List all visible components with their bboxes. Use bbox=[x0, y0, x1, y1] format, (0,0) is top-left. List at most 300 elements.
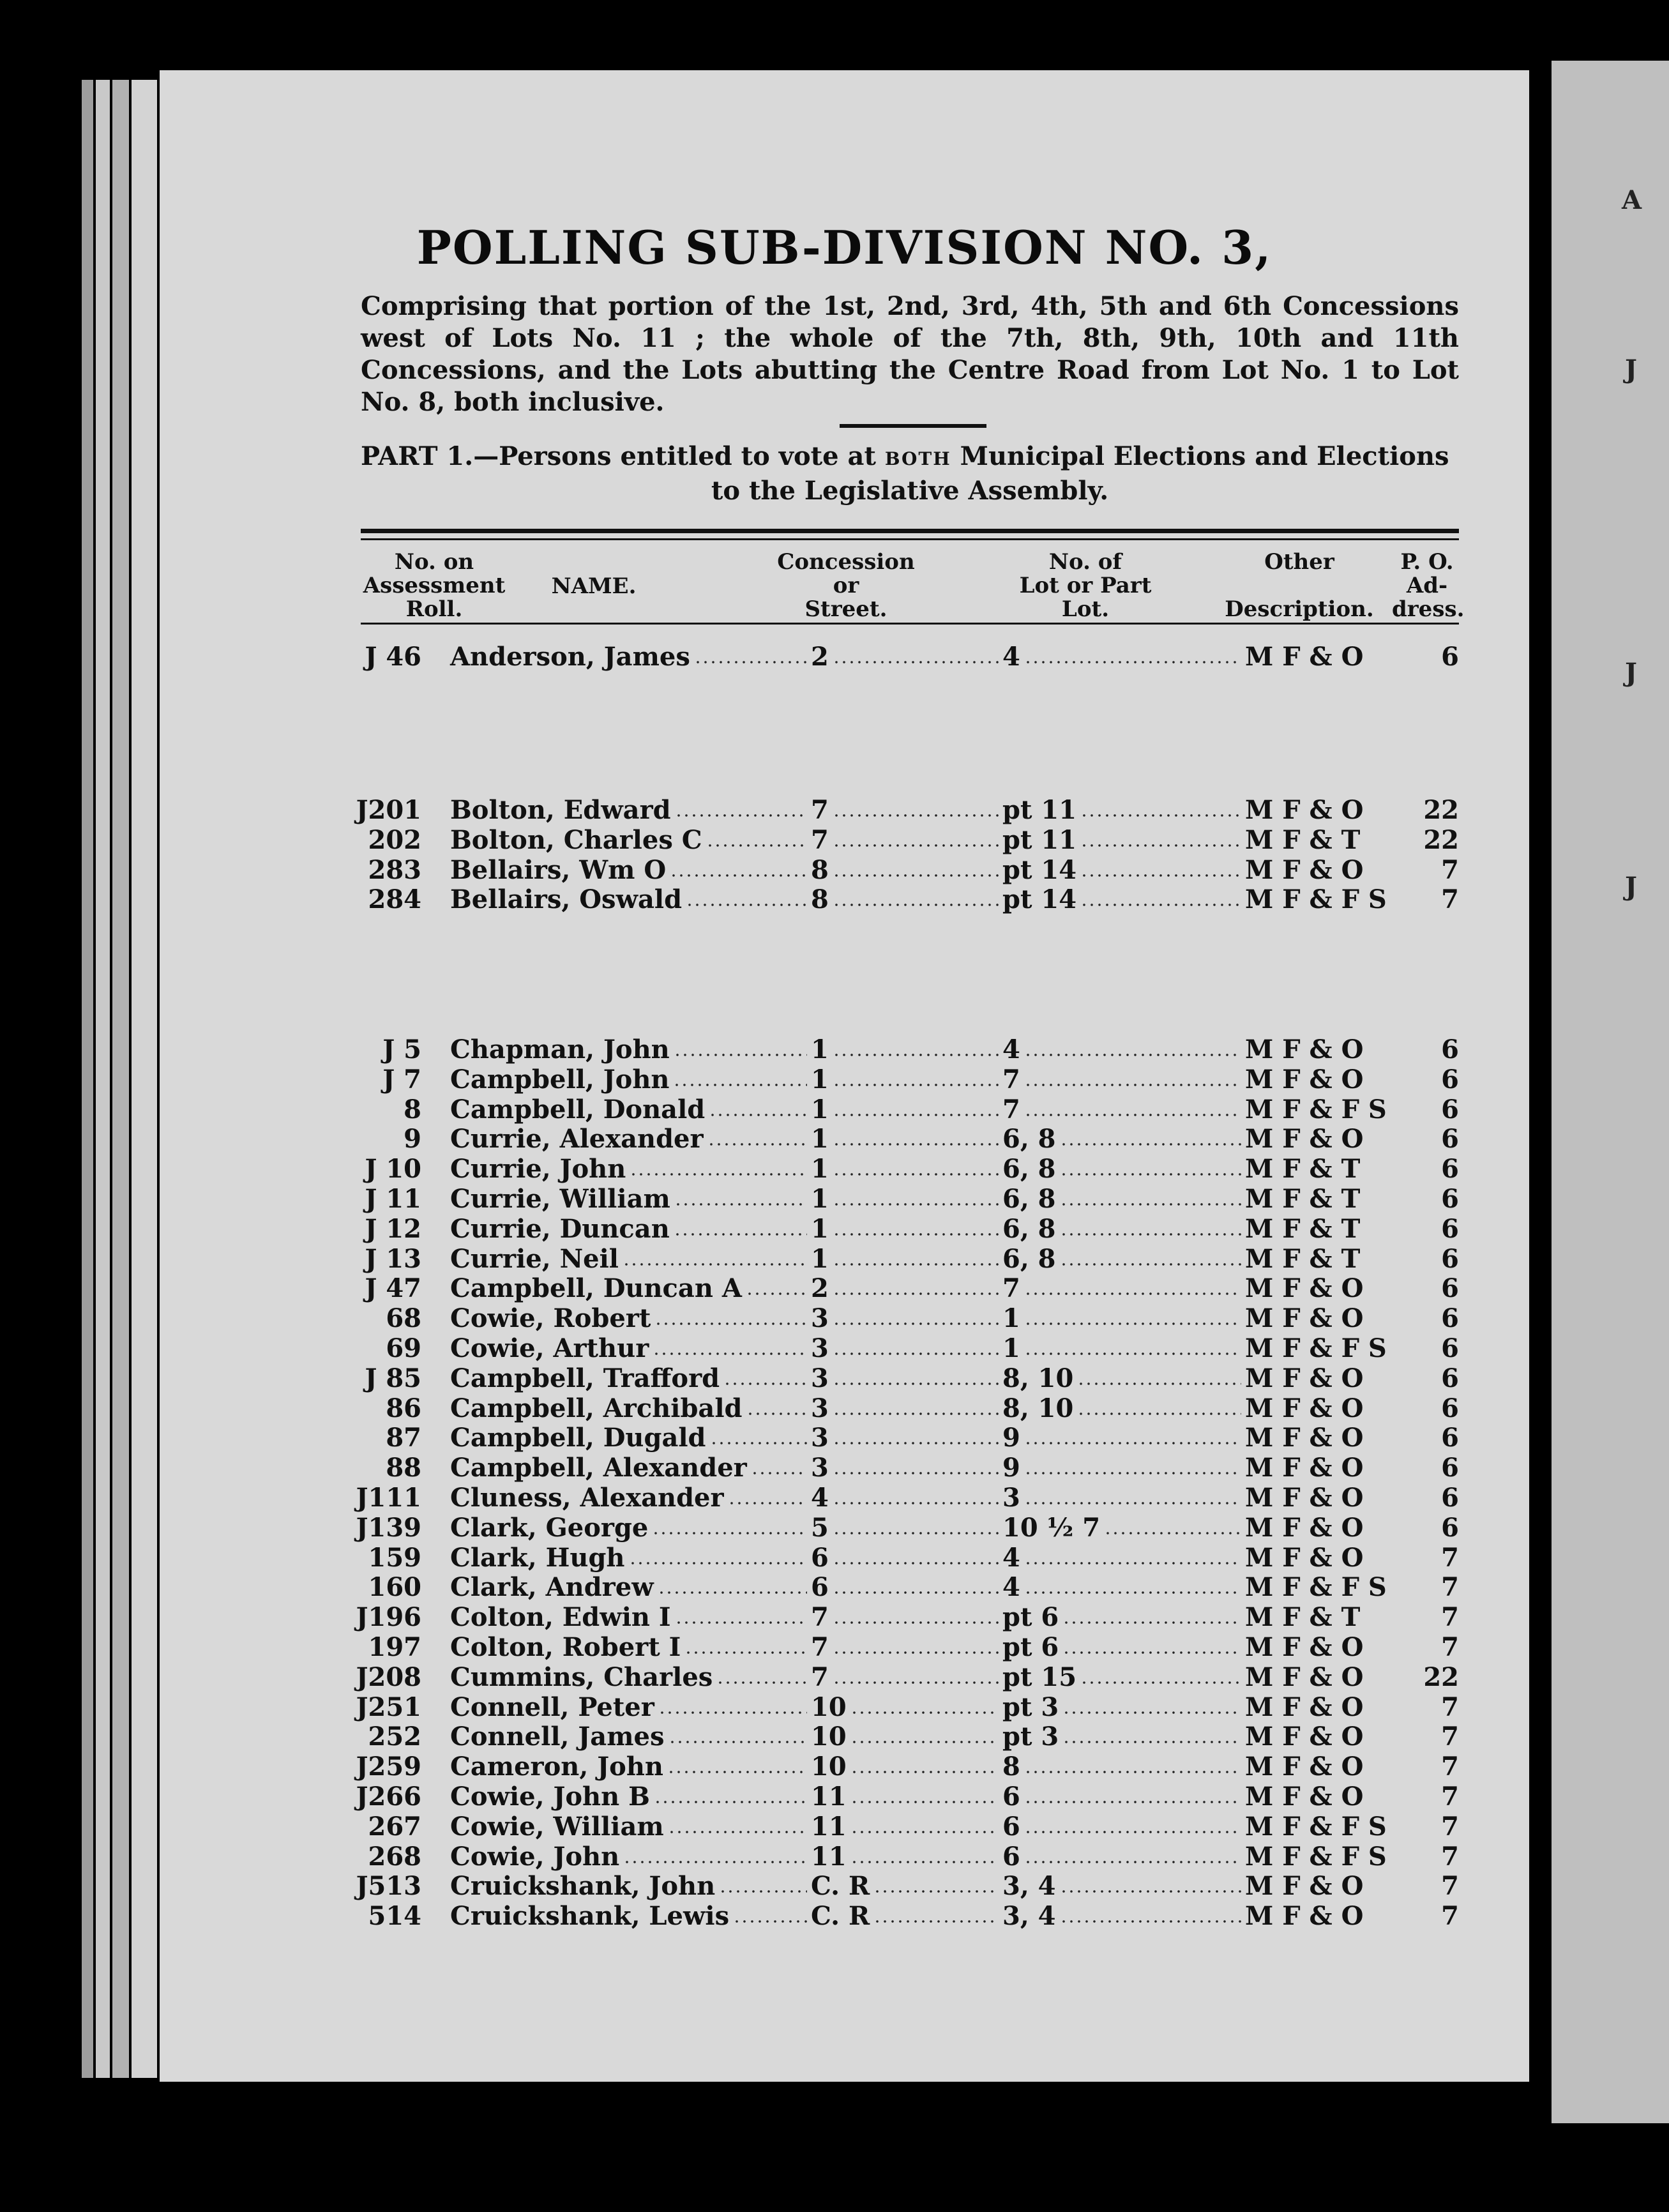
lot-number: 9 bbox=[1002, 1453, 1020, 1483]
roll-number: J 12 bbox=[365, 1213, 421, 1244]
list-item bbox=[0, 1901, 1669, 1932]
voter-name: Cowie, John bbox=[450, 1841, 620, 1872]
list-item bbox=[0, 1632, 1669, 1663]
dot-leader bbox=[709, 1114, 807, 1116]
concession: 6 bbox=[811, 1542, 829, 1573]
po-address: 7 bbox=[1441, 854, 1459, 885]
dot-leader bbox=[833, 1562, 999, 1564]
dot-leader bbox=[1024, 1114, 1241, 1116]
dot-leader bbox=[675, 814, 807, 817]
page-title: POLLING SUB-DIVISION NO. 3, bbox=[416, 220, 1273, 275]
header-concession: Concession or Street. bbox=[777, 549, 915, 622]
roll-number: 8 bbox=[404, 1094, 421, 1125]
lot-number: pt 11 bbox=[1002, 824, 1077, 855]
roll-number: 268 bbox=[368, 1841, 421, 1872]
dot-leader bbox=[746, 1413, 807, 1415]
concession: 1 bbox=[811, 1213, 829, 1244]
roll-number: J 46 bbox=[365, 642, 421, 672]
other-description: M F & T bbox=[1245, 1213, 1361, 1244]
dot-leader bbox=[833, 1322, 999, 1325]
concession: 7 bbox=[811, 795, 829, 825]
list-item bbox=[0, 1423, 1669, 1453]
list-item bbox=[0, 1812, 1669, 1842]
dot-leader bbox=[1060, 1233, 1241, 1236]
dot-leader bbox=[833, 844, 999, 847]
dot-leader bbox=[1024, 1352, 1241, 1355]
concession: 7 bbox=[811, 1662, 829, 1692]
subdivision-description: Comprising that portion of the 1st, 2nd, 3rd, 4th, 5th and 6th Concessions west of Lots No. 11 ; the whole of the 7th, 8th, 9th, 10th and 11th Concessions, and the Lots abutting the Centre Road from Lot No. 1 to Lot No. 8, both inclusive. bbox=[361, 291, 1459, 417]
po-address: 7 bbox=[1441, 1632, 1459, 1662]
other-description: M F & O bbox=[1245, 1512, 1364, 1543]
voter-name: Campbell, John bbox=[450, 1064, 670, 1095]
list-item bbox=[0, 1513, 1669, 1543]
list-item bbox=[0, 1064, 1669, 1095]
part-line2: to the Legislative Assembly. bbox=[711, 476, 1109, 506]
list-item bbox=[0, 1214, 1669, 1245]
other-description: M F & F S bbox=[1245, 1094, 1387, 1125]
dot-leader bbox=[1080, 1681, 1241, 1684]
list-item bbox=[0, 1453, 1669, 1483]
voter-name: Chapman, John bbox=[450, 1034, 670, 1064]
po-address: 6 bbox=[1441, 1034, 1459, 1064]
concession: 6 bbox=[811, 1572, 829, 1603]
po-address: 22 bbox=[1423, 824, 1459, 855]
voter-name: Connell, James bbox=[450, 1722, 665, 1752]
lot-number: 6 bbox=[1002, 1782, 1020, 1812]
other-description: M F & O bbox=[1245, 795, 1364, 825]
dot-leader bbox=[716, 1681, 807, 1684]
concession: 11 bbox=[811, 1811, 847, 1842]
dot-leader bbox=[707, 1143, 807, 1146]
roll-number: J 47 bbox=[365, 1273, 421, 1304]
po-address: 22 bbox=[1423, 1662, 1459, 1692]
dot-leader bbox=[833, 1233, 999, 1236]
table-top-rule-thin bbox=[361, 538, 1459, 540]
voter-name: Cowie, Arthur bbox=[450, 1333, 649, 1363]
dot-leader bbox=[1024, 1322, 1241, 1325]
voter-name: Cluness, Alexander bbox=[450, 1483, 724, 1513]
roll-number: J 85 bbox=[365, 1363, 421, 1393]
voter-name: Bolton, Charles C bbox=[450, 824, 702, 855]
dot-leader bbox=[850, 1861, 999, 1863]
dot-leader bbox=[1077, 1382, 1241, 1385]
dot-leader bbox=[623, 1263, 807, 1266]
lot-number: 1 bbox=[1002, 1333, 1020, 1363]
dot-leader bbox=[670, 874, 807, 877]
list-item bbox=[0, 1184, 1669, 1215]
roll-number: J111 bbox=[356, 1483, 421, 1513]
dot-leader bbox=[833, 1263, 999, 1266]
roll-number: J139 bbox=[356, 1512, 421, 1543]
concession: 4 bbox=[811, 1483, 829, 1513]
dot-leader bbox=[623, 1861, 807, 1863]
dot-leader bbox=[873, 1890, 999, 1893]
voter-name: Campbell, Duncan A bbox=[450, 1273, 742, 1304]
voter-name: Cruickshank, John bbox=[450, 1871, 716, 1902]
other-description: M F & T bbox=[1245, 1602, 1361, 1633]
dot-leader bbox=[1060, 1203, 1241, 1206]
po-address: 7 bbox=[1441, 1572, 1459, 1603]
dot-leader bbox=[629, 1562, 807, 1564]
dot-leader bbox=[833, 874, 999, 877]
concession: 1 bbox=[811, 1094, 829, 1125]
dot-leader bbox=[833, 1292, 999, 1295]
list-item bbox=[0, 642, 1669, 672]
concession: 7 bbox=[811, 824, 829, 855]
list-item bbox=[0, 1483, 1669, 1513]
po-address: 7 bbox=[1441, 1602, 1459, 1633]
concession: 3 bbox=[811, 1423, 829, 1453]
other-description: M F & O bbox=[1245, 1692, 1364, 1722]
other-description: M F & F S bbox=[1245, 1841, 1387, 1872]
roll-number: 9 bbox=[404, 1124, 421, 1155]
lot-number: 6, 8 bbox=[1002, 1184, 1056, 1214]
dot-leader bbox=[1060, 1173, 1241, 1176]
dot-leader bbox=[686, 904, 807, 906]
roll-number: 514 bbox=[368, 1901, 421, 1932]
dot-leader bbox=[675, 1621, 807, 1624]
dot-leader bbox=[1024, 1472, 1241, 1474]
roll-number: J513 bbox=[356, 1871, 421, 1902]
roll-number: 87 bbox=[386, 1423, 421, 1453]
lot-number: pt 3 bbox=[1002, 1722, 1059, 1752]
voter-name: Campbell, Donald bbox=[450, 1094, 706, 1125]
dot-leader bbox=[674, 1233, 807, 1236]
dot-leader bbox=[1024, 1084, 1241, 1086]
list-item bbox=[0, 1871, 1669, 1902]
dot-leader bbox=[674, 1203, 807, 1206]
voter-name: Clark, Hugh bbox=[450, 1542, 625, 1573]
voter-name: Cameron, John bbox=[450, 1752, 663, 1782]
lot-number: 8, 10 bbox=[1002, 1363, 1074, 1393]
list-item bbox=[0, 1034, 1669, 1065]
other-description: M F & O bbox=[1245, 1393, 1364, 1423]
list-item bbox=[0, 1303, 1669, 1334]
concession: 1 bbox=[811, 1124, 829, 1155]
po-address: 7 bbox=[1441, 1692, 1459, 1722]
other-description: M F & O bbox=[1245, 1423, 1364, 1453]
header-po-address: P. O. Ad- dress. bbox=[1392, 549, 1465, 622]
dot-leader bbox=[746, 1292, 807, 1295]
dot-leader bbox=[1024, 1292, 1241, 1295]
roll-number: J196 bbox=[356, 1602, 421, 1633]
list-item bbox=[0, 1782, 1669, 1812]
concession: 11 bbox=[811, 1782, 847, 1812]
concession: 3 bbox=[811, 1393, 829, 1423]
other-description: M F & O bbox=[1245, 1273, 1364, 1304]
lot-number: 8, 10 bbox=[1002, 1393, 1074, 1423]
roll-number: 202 bbox=[368, 824, 421, 855]
other-description: M F & O bbox=[1245, 1453, 1364, 1483]
voter-name: Currie, Alexander bbox=[450, 1124, 704, 1155]
lot-number: pt 14 bbox=[1002, 884, 1077, 915]
dot-leader bbox=[652, 1532, 807, 1534]
concession: 7 bbox=[811, 1602, 829, 1633]
dot-leader bbox=[1024, 1591, 1241, 1594]
dot-leader bbox=[1080, 844, 1241, 847]
list-item bbox=[0, 1662, 1669, 1693]
dot-leader bbox=[1024, 1442, 1241, 1444]
header-no-on-roll: No. on Assessment Roll. bbox=[363, 549, 506, 622]
roll-number: J201 bbox=[356, 795, 421, 825]
dot-leader bbox=[833, 1203, 999, 1206]
part-rest: Municipal Elections and Elections bbox=[960, 441, 1449, 471]
voter-name: Clark, Andrew bbox=[450, 1572, 654, 1603]
dot-leader bbox=[833, 1681, 999, 1684]
voter-name: Campbell, Trafford bbox=[450, 1363, 720, 1393]
other-description: M F & O bbox=[1245, 1632, 1364, 1662]
concession: 3 bbox=[811, 1453, 829, 1483]
po-address: 6 bbox=[1441, 1064, 1459, 1095]
dot-leader bbox=[833, 1502, 999, 1504]
dot-leader bbox=[833, 1382, 999, 1385]
list-item bbox=[0, 1752, 1669, 1782]
voter-name: Cummins, Charles bbox=[450, 1662, 713, 1692]
voter-name: Currie, John bbox=[450, 1154, 626, 1185]
voter-name: Campbell, Alexander bbox=[450, 1453, 747, 1483]
roll-number: 267 bbox=[368, 1811, 421, 1842]
voter-name: Clark, George bbox=[450, 1512, 649, 1543]
list-item bbox=[0, 1244, 1669, 1275]
dot-leader bbox=[653, 1352, 807, 1355]
voter-name: Cowie, William bbox=[450, 1811, 664, 1842]
dot-leader bbox=[833, 1472, 999, 1474]
dot-leader bbox=[668, 1741, 807, 1743]
dot-leader bbox=[873, 1920, 999, 1923]
dot-leader bbox=[850, 1831, 999, 1833]
concession: 3 bbox=[811, 1333, 829, 1363]
roll-number: J 13 bbox=[365, 1243, 421, 1274]
dot-leader bbox=[1062, 1651, 1241, 1654]
dot-leader bbox=[1062, 1621, 1241, 1624]
concession: 2 bbox=[811, 642, 829, 672]
roll-number: 283 bbox=[368, 854, 421, 885]
lot-number: 3 bbox=[1002, 1483, 1020, 1513]
list-item bbox=[0, 1154, 1669, 1185]
lot-number: 6, 8 bbox=[1002, 1213, 1056, 1244]
dot-leader bbox=[1024, 1054, 1241, 1056]
concession: 10 bbox=[811, 1722, 847, 1752]
header-other-description: Other Description. bbox=[1225, 549, 1374, 622]
po-address: 6 bbox=[1441, 1273, 1459, 1304]
dot-leader bbox=[1104, 1532, 1241, 1534]
concession: 3 bbox=[811, 1363, 829, 1393]
dot-leader bbox=[850, 1741, 999, 1743]
dot-leader bbox=[850, 1801, 999, 1803]
dot-leader bbox=[833, 904, 999, 906]
dot-leader bbox=[673, 1084, 807, 1086]
lot-number: 4 bbox=[1002, 1542, 1020, 1573]
po-address: 6 bbox=[1441, 1243, 1459, 1274]
list-item bbox=[0, 1543, 1669, 1573]
dot-leader bbox=[1077, 1413, 1241, 1415]
dot-leader bbox=[1024, 1801, 1241, 1803]
header-bottom-rule bbox=[361, 623, 1459, 625]
lot-number: 7 bbox=[1002, 1273, 1020, 1304]
dot-leader bbox=[654, 1801, 807, 1803]
po-address: 6 bbox=[1441, 1483, 1459, 1513]
roll-number: 197 bbox=[368, 1632, 421, 1662]
divider bbox=[840, 424, 986, 428]
lot-number: pt 6 bbox=[1002, 1602, 1059, 1633]
concession: C. R bbox=[811, 1901, 870, 1932]
other-description: M F & F S bbox=[1245, 884, 1387, 915]
lot-number: 6 bbox=[1002, 1841, 1020, 1872]
part-smallcaps: BOTH bbox=[884, 448, 951, 469]
dot-leader bbox=[1080, 814, 1241, 817]
lot-number: 7 bbox=[1002, 1064, 1020, 1095]
roll-number: J208 bbox=[356, 1662, 421, 1692]
voter-name: Bellairs, Oswald bbox=[450, 884, 683, 915]
list-item bbox=[0, 1602, 1669, 1633]
other-description: M F & O bbox=[1245, 1124, 1364, 1155]
dot-leader bbox=[833, 1114, 999, 1116]
dot-leader bbox=[710, 1442, 807, 1444]
lot-number: 8 bbox=[1002, 1752, 1020, 1782]
lot-number: 6 bbox=[1002, 1811, 1020, 1842]
other-description: M F & F S bbox=[1245, 1811, 1387, 1842]
list-item bbox=[0, 1692, 1669, 1723]
roll-number: 68 bbox=[386, 1303, 421, 1334]
roll-number: 284 bbox=[368, 884, 421, 915]
lot-number: 3, 4 bbox=[1002, 1871, 1056, 1902]
dot-leader bbox=[630, 1173, 807, 1176]
po-address: 6 bbox=[1441, 1184, 1459, 1214]
dot-leader bbox=[719, 1890, 807, 1893]
header-name: NAME. bbox=[551, 573, 637, 599]
po-address: 22 bbox=[1423, 795, 1459, 825]
dot-leader bbox=[1062, 1711, 1241, 1714]
po-address: 6 bbox=[1441, 642, 1459, 672]
dot-leader bbox=[1060, 1920, 1241, 1923]
dot-leader bbox=[667, 1771, 807, 1773]
lot-number: pt 11 bbox=[1002, 795, 1077, 825]
dot-leader bbox=[1080, 904, 1241, 906]
other-description: M F & O bbox=[1245, 1034, 1364, 1064]
voter-name: Bellairs, Wm O bbox=[450, 854, 667, 885]
dot-leader bbox=[733, 1920, 807, 1923]
po-address: 6 bbox=[1441, 1393, 1459, 1423]
list-item bbox=[0, 1333, 1669, 1364]
other-description: M F & T bbox=[1245, 1243, 1361, 1274]
concession: 10 bbox=[811, 1752, 847, 1782]
roll-number: 159 bbox=[368, 1542, 421, 1573]
dot-leader bbox=[833, 1352, 999, 1355]
po-address: 7 bbox=[1441, 884, 1459, 915]
dot-leader bbox=[1060, 1263, 1241, 1266]
list-item bbox=[0, 855, 1669, 886]
other-description: M F & F S bbox=[1245, 1333, 1387, 1363]
other-description: M F & T bbox=[1245, 1184, 1361, 1214]
dot-leader bbox=[658, 1591, 807, 1594]
other-description: M F & O bbox=[1245, 854, 1364, 885]
po-address: 6 bbox=[1441, 1303, 1459, 1334]
dot-leader bbox=[833, 814, 999, 817]
other-description: M F & O bbox=[1245, 1871, 1364, 1902]
po-address: 6 bbox=[1441, 1333, 1459, 1363]
roll-number: J 11 bbox=[365, 1184, 421, 1214]
part-heading bbox=[361, 441, 1459, 507]
lot-number: 6, 8 bbox=[1002, 1154, 1056, 1185]
dot-leader bbox=[833, 661, 999, 663]
dot-leader bbox=[694, 661, 807, 663]
dot-leader bbox=[833, 1054, 999, 1056]
concession: C. R bbox=[811, 1871, 870, 1902]
po-address: 7 bbox=[1441, 1841, 1459, 1872]
roll-number: J259 bbox=[356, 1752, 421, 1782]
other-description: M F & F S bbox=[1245, 1572, 1387, 1603]
po-address: 6 bbox=[1441, 1124, 1459, 1155]
dot-leader bbox=[674, 1054, 807, 1056]
list-item bbox=[0, 1842, 1669, 1872]
lot-number: 7 bbox=[1002, 1094, 1020, 1125]
other-description: M F & O bbox=[1245, 1542, 1364, 1573]
lot-number: 4 bbox=[1002, 1034, 1020, 1064]
other-description: M F & O bbox=[1245, 1901, 1364, 1932]
po-address: 6 bbox=[1441, 1453, 1459, 1483]
other-description: M F & T bbox=[1245, 824, 1361, 855]
po-address: 7 bbox=[1441, 1871, 1459, 1902]
other-description: M F & O bbox=[1245, 1363, 1364, 1393]
dot-leader bbox=[833, 1173, 999, 1176]
dot-leader bbox=[850, 1711, 999, 1714]
po-address: 6 bbox=[1441, 1423, 1459, 1453]
roll-number: 252 bbox=[368, 1722, 421, 1752]
dot-leader bbox=[1024, 1562, 1241, 1564]
lot-number: pt 6 bbox=[1002, 1632, 1059, 1662]
lot-number: 6, 8 bbox=[1002, 1243, 1056, 1274]
lot-number: 1 bbox=[1002, 1303, 1020, 1334]
lot-number: pt 3 bbox=[1002, 1692, 1059, 1722]
po-address: 7 bbox=[1441, 1542, 1459, 1573]
dot-leader bbox=[706, 844, 807, 847]
list-item bbox=[0, 1393, 1669, 1424]
voter-name: Colton, Robert I bbox=[450, 1632, 681, 1662]
lot-number: 3, 4 bbox=[1002, 1901, 1056, 1932]
dot-leader bbox=[668, 1831, 807, 1833]
dot-leader bbox=[833, 1442, 999, 1444]
dot-leader bbox=[833, 1591, 999, 1594]
roll-number: J 7 bbox=[382, 1064, 421, 1095]
concession: 10 bbox=[811, 1692, 847, 1722]
roll-number: 69 bbox=[386, 1333, 421, 1363]
roll-number: J 5 bbox=[382, 1034, 421, 1064]
dot-leader bbox=[833, 1621, 999, 1624]
dot-leader bbox=[684, 1651, 807, 1654]
other-description: M F & O bbox=[1245, 642, 1364, 672]
table-top-rule bbox=[361, 529, 1459, 533]
other-description: M F & T bbox=[1245, 1154, 1361, 1185]
concession: 8 bbox=[811, 854, 829, 885]
list-item bbox=[0, 1124, 1669, 1155]
concession: 2 bbox=[811, 1273, 829, 1304]
other-description: M F & O bbox=[1245, 1483, 1364, 1513]
po-address: 7 bbox=[1441, 1752, 1459, 1782]
other-description: M F & O bbox=[1245, 1752, 1364, 1782]
dot-leader bbox=[658, 1711, 807, 1714]
concession: 1 bbox=[811, 1154, 829, 1185]
po-address: 6 bbox=[1441, 1094, 1459, 1125]
concession: 8 bbox=[811, 884, 829, 915]
part-lead: PART 1.—Persons entitled to vote at bbox=[361, 441, 876, 471]
dot-leader bbox=[850, 1771, 999, 1773]
concession: 1 bbox=[811, 1243, 829, 1274]
voter-name: Anderson, James bbox=[450, 642, 690, 672]
lot-number: 6, 8 bbox=[1002, 1124, 1056, 1155]
dot-leader bbox=[833, 1651, 999, 1654]
other-description: M F & O bbox=[1245, 1303, 1364, 1334]
po-address: 6 bbox=[1441, 1213, 1459, 1244]
